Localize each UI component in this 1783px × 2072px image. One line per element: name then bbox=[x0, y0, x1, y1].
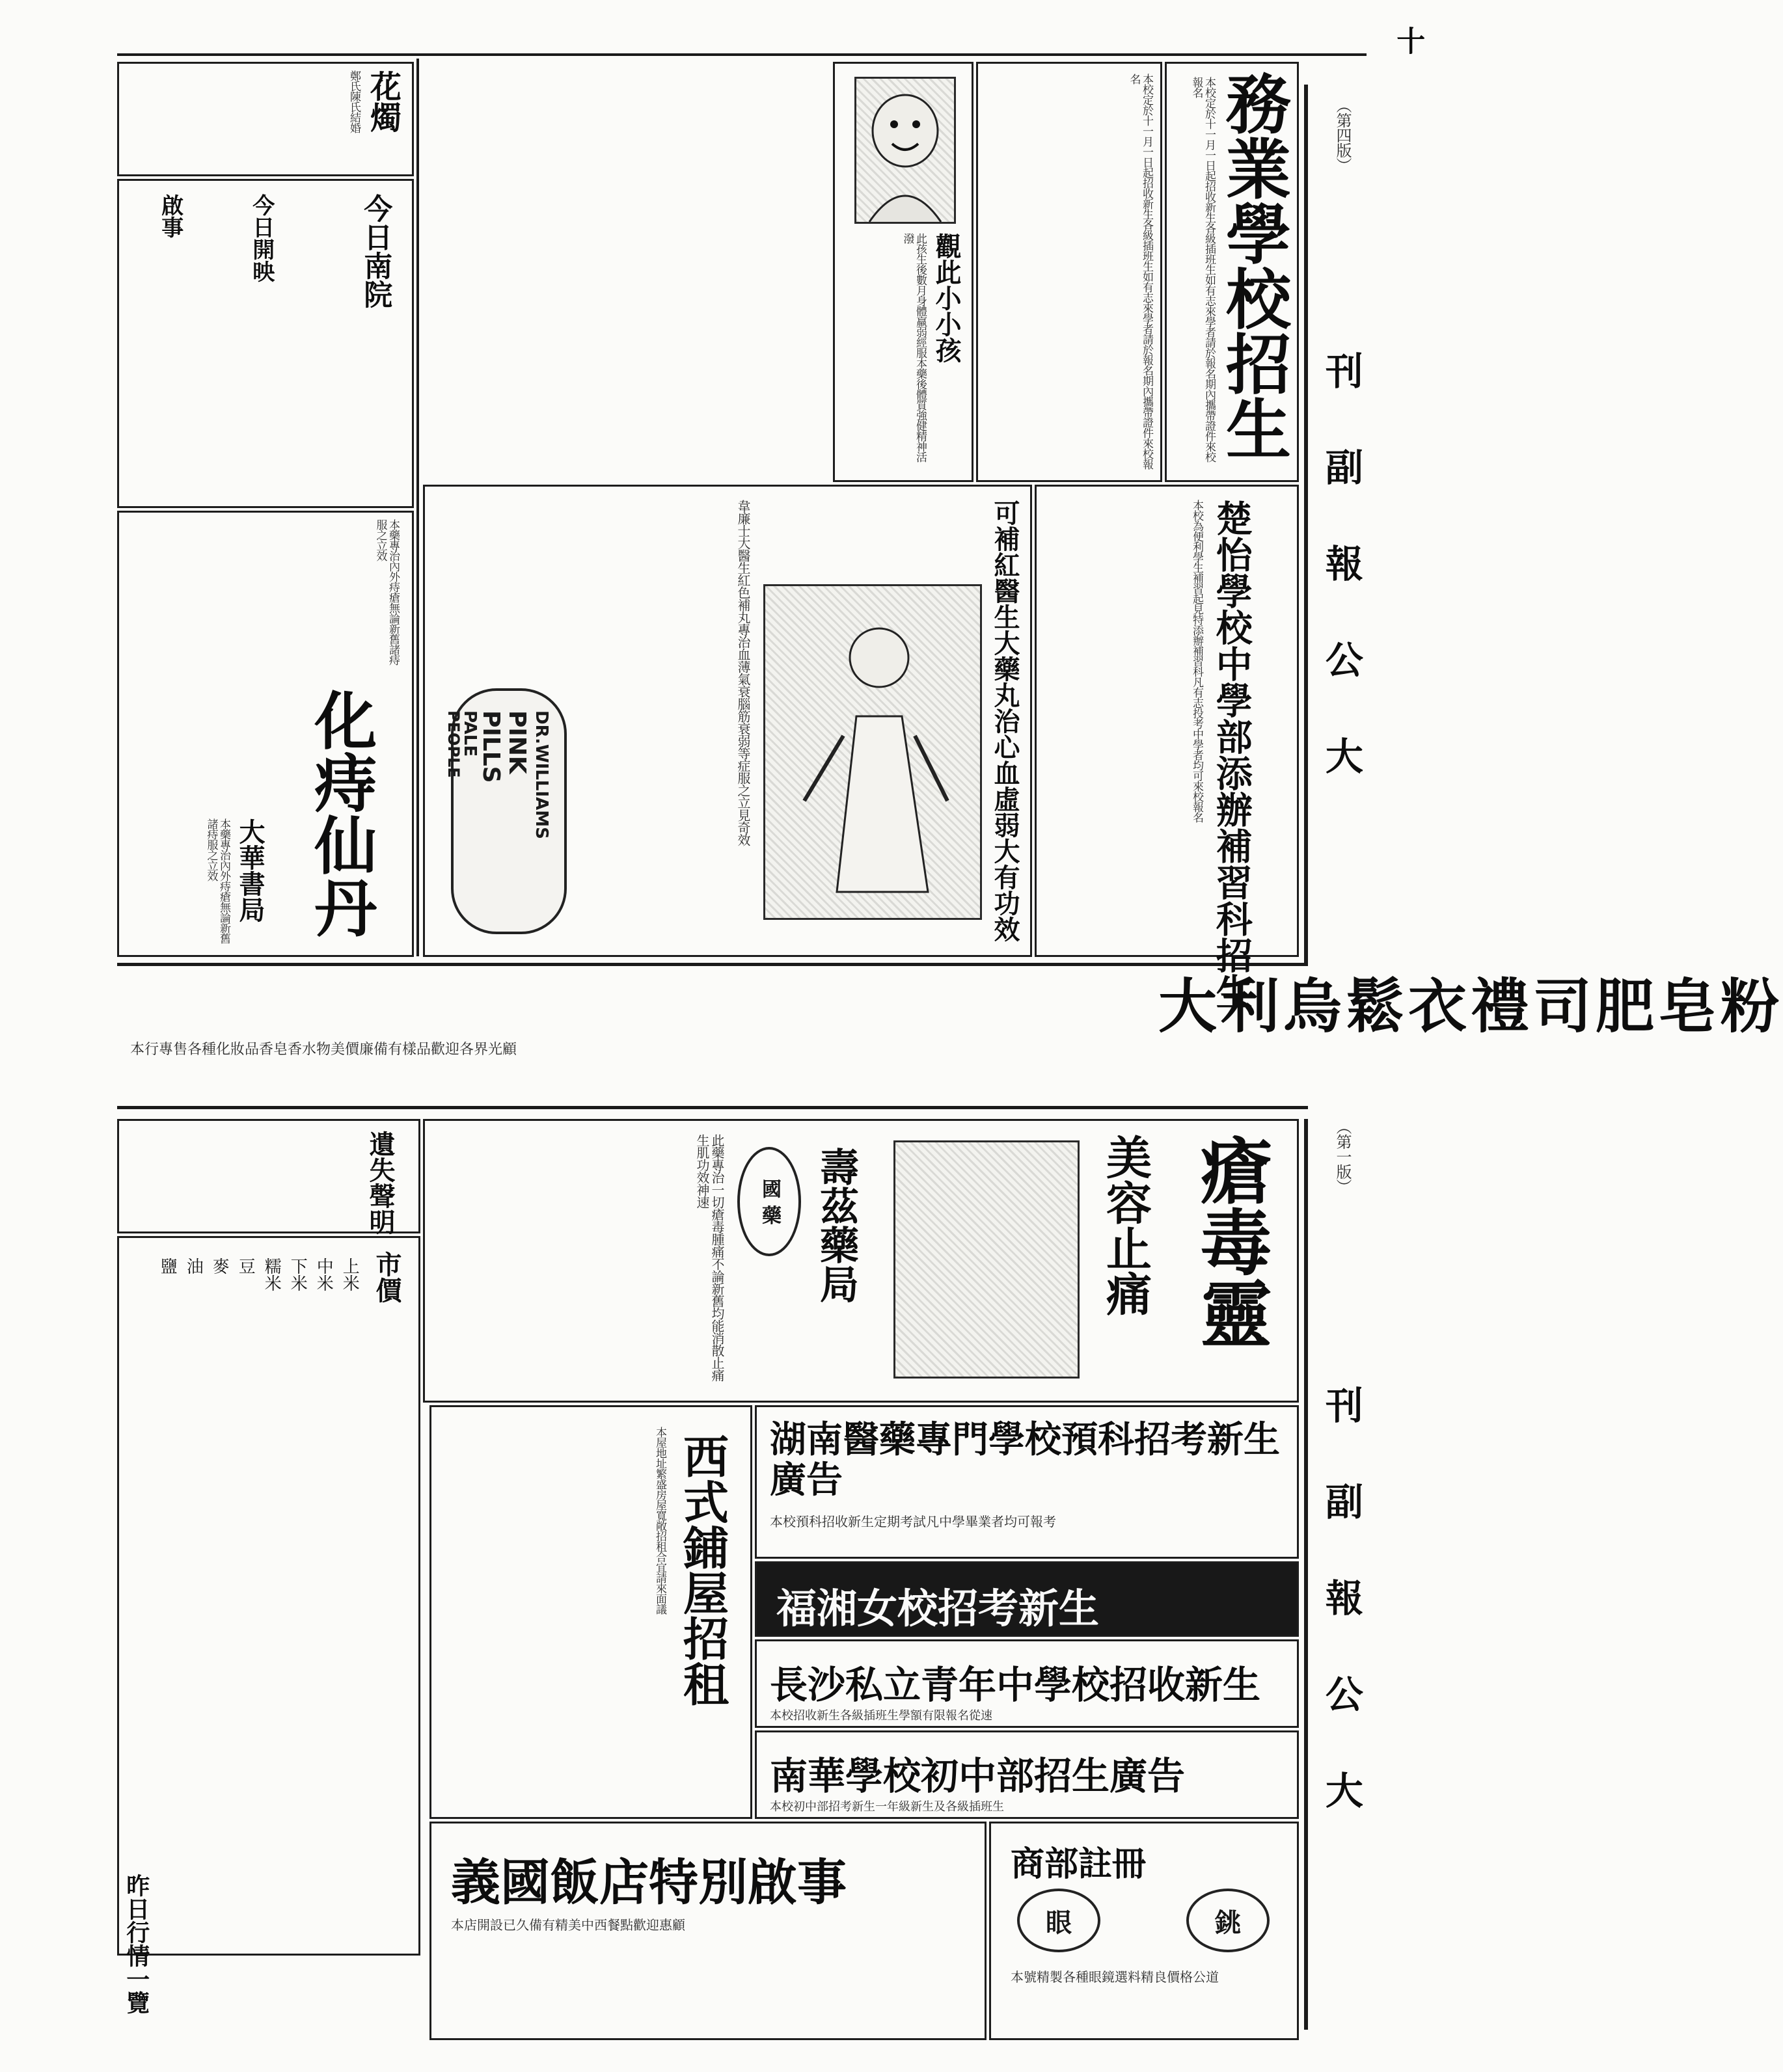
ad-trademark bbox=[989, 1822, 1299, 2040]
ad-cinema-subtitle: 今日開映 bbox=[248, 194, 275, 282]
ad-notice-left bbox=[117, 1119, 420, 1233]
ad-trademark-oval-a: 眼 bbox=[1017, 1889, 1100, 1952]
ad-wedding-title: 花燭 bbox=[364, 70, 402, 133]
price-item-3: 下米 bbox=[288, 1258, 308, 1291]
ad-trademark-title: 商部註冊 bbox=[1011, 1844, 1147, 1884]
ad-private bbox=[755, 1639, 1299, 1728]
ad-private-body: 本校招收新生各級插班生學額有限報名從速 bbox=[770, 1709, 992, 1723]
ad-wedding bbox=[117, 62, 414, 176]
bottle-line-4: PALE bbox=[460, 710, 480, 757]
center-divider-top bbox=[117, 963, 1308, 966]
ad-yesterday: 昨日行情一覽 bbox=[122, 1874, 150, 2014]
ad-medicine-subtitle: 美容止痛 bbox=[1098, 1134, 1153, 1316]
ad-hospital-title: 湖南醫藥專門學校預科招考新生廣告 bbox=[770, 1418, 1280, 1501]
ad-pills-headline: 可補紅醫生大藥丸治心血虛弱大有功效 bbox=[990, 500, 1020, 942]
masthead-upper: 刊副報公大 bbox=[1318, 351, 1363, 833]
ad-notice-a: 啟事 bbox=[157, 194, 184, 238]
ad-pills bbox=[423, 485, 1032, 957]
ad-baby-body: 此孩生後數月身體羸弱經服本藥後體質強健精神活潑 bbox=[901, 233, 927, 462]
ad-baby-caption: 觀此小小孩 bbox=[931, 233, 962, 363]
masthead-rule-lower bbox=[1304, 1119, 1308, 2030]
ad-xianpian-title: 化痔仙丹 bbox=[304, 688, 378, 938]
ad-trademark-body: 本號精製各種眼鏡選料精良價格公道 bbox=[1011, 1969, 1219, 1985]
price-item-1: 上米 bbox=[340, 1258, 360, 1291]
ad-xianpian-body-bottom: 本藥專治內外痔瘡無論新舊諸痔服之立效 bbox=[204, 818, 230, 943]
ad-school-b-body: 本校為便利學生補習起見特添辦補習科凡有志投考中學者均可來校報名 bbox=[1190, 500, 1203, 822]
ad-house-body: 本屋地址繁盛房屋寬敞招租合宜請來面議 bbox=[653, 1427, 666, 1614]
ad-cinema-title: 今日南院 bbox=[359, 194, 392, 308]
ad-trademark-oval-b: 銚 bbox=[1186, 1889, 1270, 1952]
ad-school-a-title: 務業學校招生 bbox=[1215, 70, 1292, 461]
top-rule bbox=[117, 53, 1367, 56]
ad-xiangya-title: 福湘女校招考新生 bbox=[776, 1585, 1100, 1632]
ad-school-b-title: 楚怡學校中學部添辦補習科招生 bbox=[1210, 500, 1253, 1010]
ad-price-title: 市價 bbox=[372, 1251, 402, 1303]
ad-school-a-details-text: 本校定於十一月一日起招收新生各級插班生如有志來學者請於報名期內攜帶證件來校報名 bbox=[1127, 74, 1153, 469]
ad-pills-body: 韋廉士大醫生紅色補丸專治血薄氣衰腦筋衰弱等症服之立見奇效 bbox=[735, 500, 751, 846]
bottle-line-3: PILLS bbox=[478, 710, 504, 783]
center-divider-bottom bbox=[117, 1106, 1308, 1109]
ad-wedding-body: 鄭氏陳氏結婚 bbox=[347, 70, 361, 133]
ad-dahua-title: 大華書局 bbox=[235, 818, 265, 922]
ad-xianpian bbox=[117, 511, 414, 957]
page-number: 十 bbox=[1391, 26, 1425, 55]
center-ad-title: 大利烏鬆衣禮司肥皂粉 bbox=[1158, 972, 1783, 1041]
ad-medicine-body: 此藥專治一切瘡毒腫痛不論新舊均能消散止痛生肌功效神速 bbox=[694, 1134, 725, 1381]
ad-cinema bbox=[117, 179, 414, 508]
medicine-illustration bbox=[893, 1140, 1080, 1379]
ad-baby bbox=[833, 62, 973, 482]
price-item-6: 麥 bbox=[210, 1258, 230, 1274]
ad-private-title: 長沙私立青年中學校招收新生 bbox=[770, 1663, 1261, 1707]
price-item-5: 豆 bbox=[236, 1258, 256, 1274]
girl-figure-icon bbox=[765, 586, 980, 918]
ad-xiangya bbox=[755, 1561, 1299, 1637]
ad-xianpian-body-top: 本藥專治內外痔瘡無論新舊諸痔服之立效 bbox=[374, 519, 400, 665]
ad-hospital bbox=[755, 1405, 1299, 1559]
edition-bottom: （第一版） bbox=[1333, 1119, 1352, 1194]
center-ad-body: 本行專售各種化妝品香皂香水物美價廉備有樣品歡迎各界光顧 bbox=[130, 1042, 517, 1058]
ad-medicine bbox=[423, 1119, 1299, 1403]
girl-illustration bbox=[763, 584, 982, 920]
ad-nanhua-body: 本校初中部招考新生一年級新生及各級插班生 bbox=[770, 1800, 1004, 1814]
price-item-7: 油 bbox=[184, 1258, 204, 1274]
ad-hotel bbox=[429, 1822, 987, 2040]
ad-stamp: 國 藥 bbox=[737, 1147, 801, 1256]
masthead-lower: 刊副報公大 bbox=[1318, 1386, 1363, 1867]
ad-hotel-title: 義國飯店特別啟事 bbox=[451, 1853, 847, 1911]
ad-nanhua bbox=[755, 1730, 1299, 1819]
pill-bottle bbox=[444, 688, 567, 934]
ad-school-a-details bbox=[976, 62, 1162, 482]
bottle-line-2: PINK bbox=[504, 710, 530, 774]
baby-face-icon bbox=[856, 79, 954, 222]
ad-house-title: 西式鋪屋招租 bbox=[675, 1433, 730, 1706]
ad-price-table bbox=[117, 1236, 420, 1956]
bottle-line-1: DR.WILLIAMS bbox=[532, 710, 551, 839]
bottle-line-5: PEOPLE bbox=[444, 710, 463, 778]
price-item-2: 中米 bbox=[314, 1258, 334, 1291]
masthead-rule-upper bbox=[1304, 85, 1308, 963]
price-item-4: 糯米 bbox=[262, 1258, 282, 1291]
edition-top: （第四版） bbox=[1333, 98, 1352, 172]
ad-hospital-body: 本校預科招收新生定期考試凡中學畢業者均可報考 bbox=[770, 1514, 1056, 1529]
ad-school-b bbox=[1035, 485, 1299, 1010]
ad-medicine-title: 瘡毒靈 bbox=[1188, 1134, 1273, 1349]
ad-hotel-body: 本店開設已久備有精美中西餐點歡迎惠顧 bbox=[451, 1917, 685, 1933]
ad-notice-left-title: 遺失聲明 bbox=[365, 1131, 396, 1235]
price-item-8: 鹽 bbox=[157, 1258, 178, 1274]
left-column-rule bbox=[416, 59, 419, 956]
ad-nanhua-title: 南華學校初中部招生廣告 bbox=[770, 1754, 1186, 1798]
ad-school-a-body: 本校定於十一月一日起招收新生各級插班生如有志來學者請於報名期內攜帶證件來校報名 bbox=[1190, 77, 1216, 462]
baby-illustration bbox=[854, 77, 956, 224]
ad-medicine-brand: 壽茲藥局 bbox=[813, 1147, 859, 1303]
ad-school-a bbox=[1165, 62, 1299, 482]
ad-house bbox=[429, 1405, 752, 1819]
